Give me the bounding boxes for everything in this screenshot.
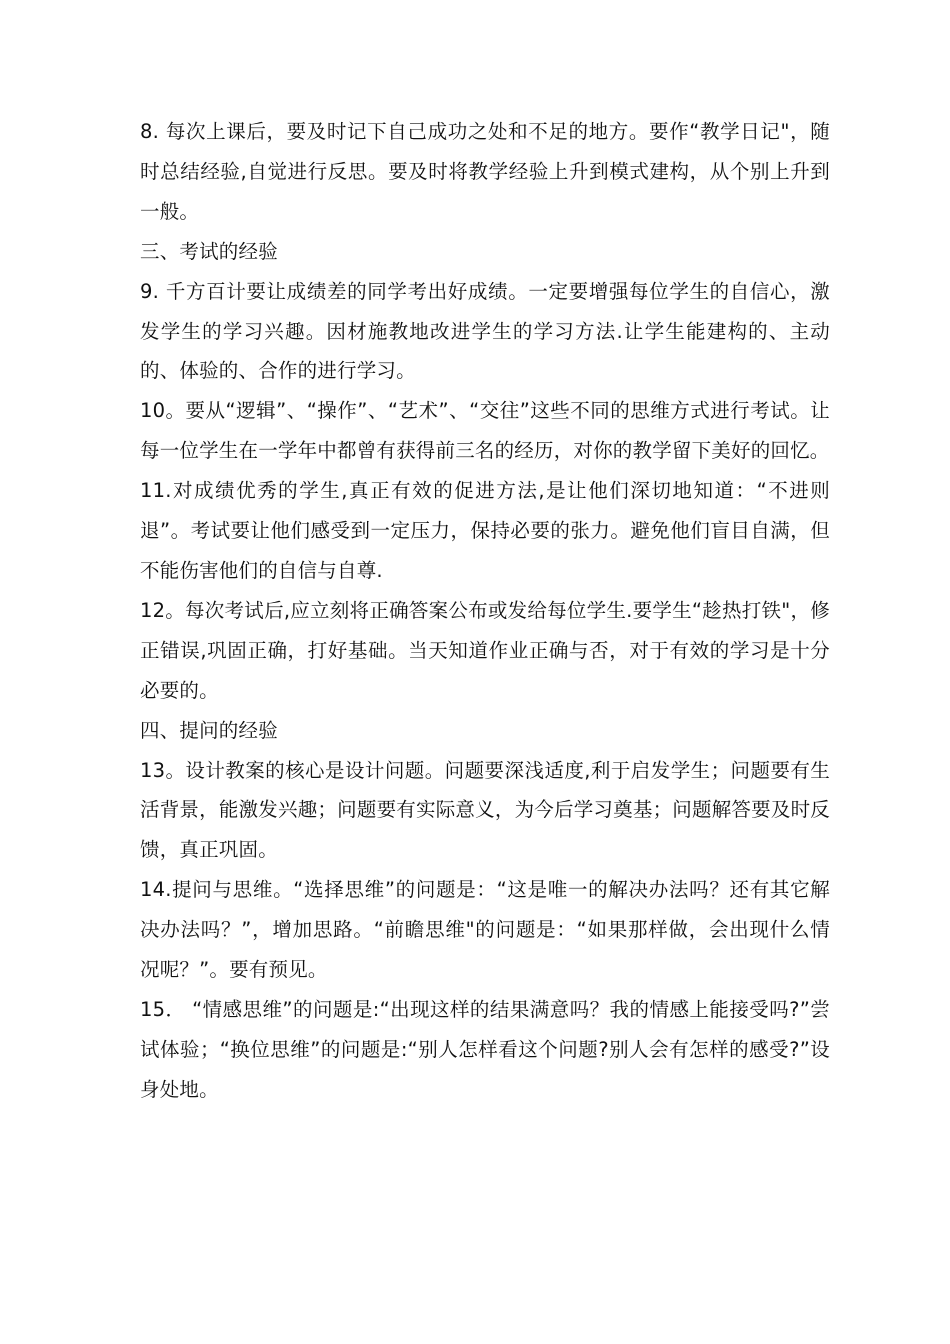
document-page — [140, 112, 830, 1110]
section-heading-exam: 三、考试的经验 — [140, 239, 278, 263]
section-heading-questioning: 四、提问的经验 — [140, 718, 278, 742]
paragraph-item-15: 15． “情感思维”的问题是:“出现这样的结果满意吗？我的情感上能接受吗?”尝试体验；“换位思维”的问题是:“别人怎样看这个问题?别人会有怎样的感受?”设身处地。 — [140, 997, 830, 1101]
paragraph-item-9: 9. 千方百计要让成绩差的同学考出好成绩。一定要增强每位学生的自信心，激发学生的学习兴趣。因材施教地改进学生的学习方法.让学生能建构的、主动的、体验的、合作的进行学习。 — [140, 279, 830, 383]
paragraph-item-14: 14.提问与思维。“选择思维”的问题是：“这是唯一的解决办法吗？还有其它解决办法吗？”，增加思路。“前瞻思维"的问题是：“如果那样做，会出现什么情况呢？”。要有预见。 — [140, 878, 830, 982]
paragraph-item-10: 10。要从“逻辑”、“操作”、“艺术”、“交往”这些不同的思维方式进行考试。让每一位学生在一学年中都曾有获得前三名的经历，对你的教学留下美好的回忆。 — [140, 399, 830, 463]
paragraph-item-8: 8. 每次上课后，要及时记下自己成功之处和不足的地方。要作“教学日记"，随时总结经验,自觉进行反思。要及时将教学经验上升到模式建构，从个别上升到一般。 — [140, 120, 830, 223]
paragraph-item-13: 13。设计教案的核心是设计问题。问题要深浅适度,利于启发学生；问题要有生活背景，能激发兴趣；问题要有实际意义，为今后学习奠基；问题解答要及时反馈，真正巩固。 — [140, 758, 830, 862]
paragraph-item-12: 12。每次考试后,应立刻将正确答案公布或发给每位学生.要学生“趁热打铁"，修正错误,巩固正确，打好基础。当天知道作业正确与否，对于有效的学习是十分必要的。 — [140, 598, 830, 702]
paragraph-item-11: 11.对成绩优秀的学生,真正有效的促进方法,是让他们深切地知道：“不进则退”。考试要让他们感受到一定压力，保持必要的张力。避免他们盲目自满，但不能伤害他们的自信与自尊. — [140, 479, 830, 582]
